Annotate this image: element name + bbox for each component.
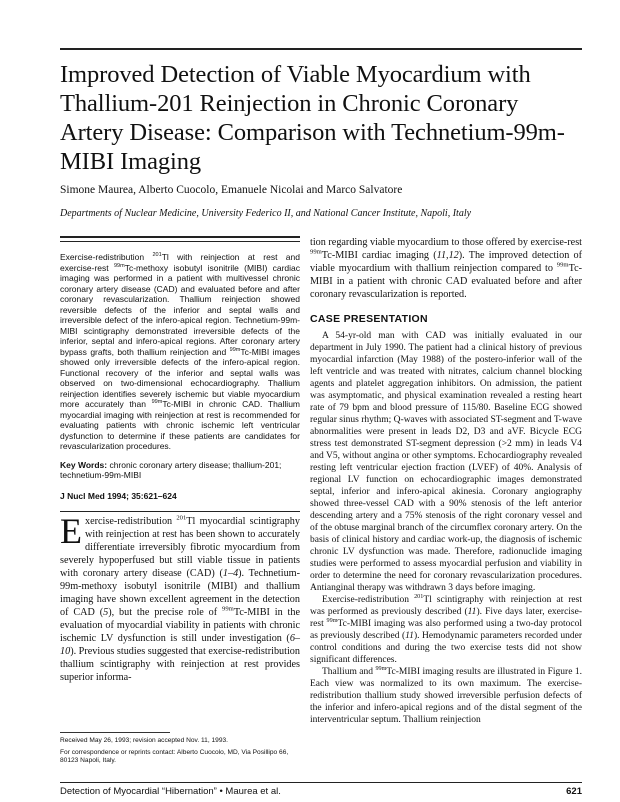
left-column <box>60 236 300 512</box>
case-presentation-heading: CASE PRESENTATION <box>310 313 428 325</box>
introduction: Exercise-redistribution $^{201}$Tl myocardial scintigraphy with reinjection at rest has been shown to accurately differentiate irreversibly fibrotic myocardium from severely hypoperfused but still viable tissue in patients with coronary artery disease (CAD) (1–4). Technetium-99m-methoxy isobutyl isonitrile (MIBI) and thallium imaging have shown excellent agreement in the detection of CAD (5), but the precise role of $^{99m}$Tc-MIBI in the evaluation of myocardial viability in patients with chronic ischemic LV dysfunction is still under investigation (6–10). Previous studies suggested that exercise-redistribution thallium scintigraphy with reinjection at rest provides superior informa- <box>60 511 301 683</box>
footnotes <box>60 737 305 769</box>
footnote-rule <box>60 732 170 733</box>
abstract-rule <box>60 236 300 242</box>
affiliation: Departments of Nuclear Medicine, University Federico II, and National Cancer Institute, Napoli, Italy <box>60 208 472 219</box>
keywords: Key Words: chronic coronary artery disease; thallium-201; technetium-99m-MIBI <box>60 459 282 480</box>
author-list: Simone Maurea, Alberto Cuocolo, Emanuele Nicolai and Marco Salvatore <box>60 184 403 196</box>
case-paragraph-2: Exercise-redistribution $^{201}$Tl scintigraphy with reinjection at rest was performed as previously described (11). Five days later, exercise-rest $^{99m}$Tc-MIBI imaging was also performed using a two-day protocol as previously described (11). Hemodynamic parameters recorded under control conditions and during the two exercise tests did not show significant differences. <box>310 593 582 665</box>
abstract-end-rule <box>60 511 300 512</box>
bottom-rule <box>60 782 582 783</box>
top-rule <box>60 48 582 50</box>
case-presentation-body <box>310 330 582 726</box>
case-paragraph-1: A 54-yr-old man with CAD was initially evaluated in our department in July 1990. The patient had a clinical history of previous myocardial infarction (May 1988) of the postero-inferior wall of the left ventricle and was treated with nitrates, calcium channel blocking agents and platelet aggregation inhibitors. On admission, the patient was asymptomatic, and physical examination revealed a resting heart rate of 79 bpm and blood pressure of 115/80. Baseline ECG showed regular sinus rhythm; Q-waves with associated ST-segment and T-wave abnormalities were present in leads D2, D3 and aVF. Bicycle ECG stress test demonstrated ST-segment depression (>2 mm) in leads V4 and V5, without angina or other symptoms. Echocardiography revealed resting left ventricular ejection fraction (LVEF) of 40%. Analysis of regional LV function on echocardiographic images demonstrated septal, inferior and infero-apical akinesia. Coronary angiography showed three-vessel CAD with a 90% stenosis of the left anterior descending artery and a 75% stenosis of the right coronary vessel and of the obtuse marginal branch of the circumflex coronary artery. On the basis of clinical history and cardiac work-up, the diagnosis of ischemic chronic LV dysfunction was made. Therefore, radionuclide imaging studies were performed to assess myocardial perfusion and viability in order to determine the need for coronary revascularization procedures. Antianginal therapy was withdrawn 3 days before imaging. <box>310 331 582 593</box>
introduction-continued: tion regarding viable myocardium to those offered by exercise-rest $^{99m}$Tc-MIBI cardiac imaging (11,12). The improved detection of viable myocardium with thallium reinjection compared to $^{99m}$Tc-MIBI in a patient with chronic CAD evaluated before and after coronary revascularization is reported. <box>310 237 583 300</box>
running-footer: Detection of Myocardial “Hibernation” • Maurea et al. <box>60 786 281 797</box>
received-note: Received May 26, 1993; revision accepted Nov. 11, 1993. <box>60 737 228 744</box>
correspondence-note: For correspondence or reprints contact: Alberto Cuocolo, MD, Via Posillipo 66, 80123 Napoli, Italy. <box>60 748 289 764</box>
abstract: Exercise-redistribution $^{201}$Tl with reinjection at rest and exercise-rest $^{99m}$Tc-methoxy isobutyl isonitrile (MIBI) cardiac imaging was performed in a patient with multivessel chronic coronary artery disease (CAD) and evaluated before and after coronary revascularization. Thallium reinjection showed reversible defects of the inferior and septal walls and irreversible defect of the infero-apical region. Technetium-99m-MIBI scintigraphy demonstrated irreversible defects of the inferior, septal and infero-apical regions. After coronary artery bypass grafts, both thallium reinjection and $^{99m}$Tc-MIBI images showed only irreversible defects of the infero-apical region. Functional recovery of the inferior and septal walls was observed on two-dimensional echocardiography. Thallium reinjection identifies severely ischemic but viable myocardium more accurately than $^{99m}$Tc-MIBI in chronic CAD. Thallium myocardial imaging with reinjection at rest is recommended for evaluating patients with chronic ischemic left ventricular dysfunction to determine if these patients are candidates for revascularization procedures. <box>60 252 301 451</box>
right-column <box>310 236 582 726</box>
journal-citation: J Nucl Med 1994; 35:621–624 <box>60 490 177 501</box>
drop-cap: E <box>60 511 82 551</box>
page-number: 621 <box>566 786 582 797</box>
article-title: Improved Detection of Viable Myocardium with Thallium-201 Reinjection in Chronic Coronary Artery Disease: Comparison with Technetium-99m-MIBI Imaging <box>60 61 565 175</box>
case-paragraph-3: Thallium and $^{99m}$Tc-MIBI imaging results are illustrated in Figure 1. Each view was normalized to its own maximum. The exercise-redistribution thallium study showed irreversible perfusion defects of the inferior and infero-apical regions and of the distal segment of the interventricular septum. Thallium reinjection <box>310 665 582 725</box>
keywords-label: Key Words: <box>60 459 108 470</box>
